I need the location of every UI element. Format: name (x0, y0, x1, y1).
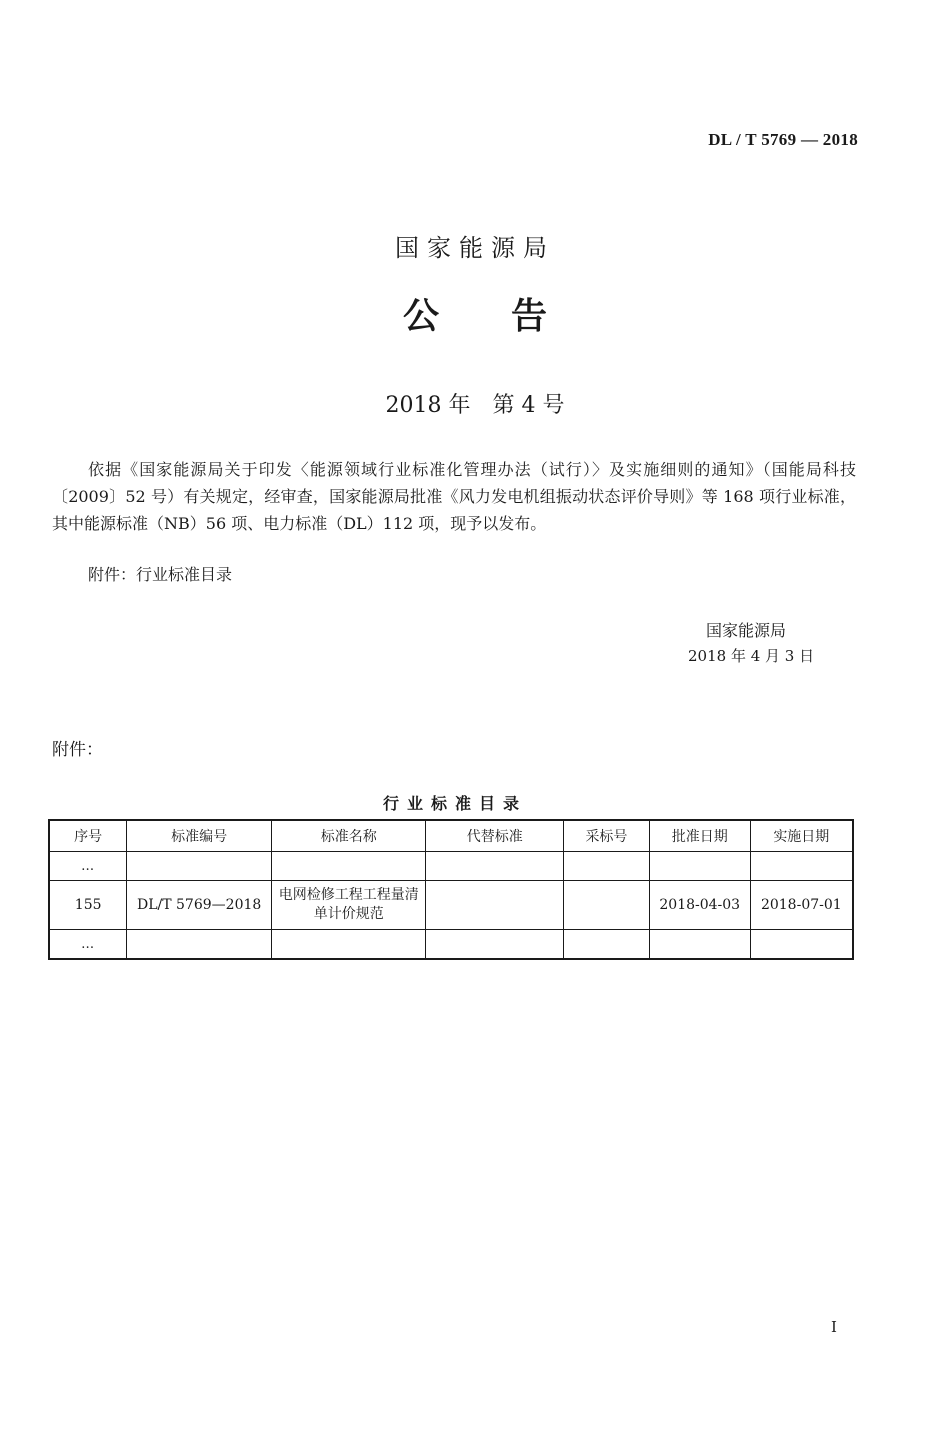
column-header: 标准编号 (127, 820, 272, 852)
table-cell (271, 930, 426, 960)
table-cell (750, 852, 853, 881)
table-cell (271, 852, 426, 881)
table-row (49, 881, 853, 930)
table-cell (649, 852, 750, 881)
table-cell (426, 930, 564, 960)
table-cell: … (49, 930, 127, 960)
notice-body: 依据《国家能源局关于印发〈能源领域行业标准化管理办法（试行）〉及实施细则的通知》（国能局科技〔2009〕52 号）有关规定，经审查，国家能源局批准《风力发电机组振动状态评价导则》等 168 项行业标准，其中能源标准（NB）56 项、电力标准（DL）112 项，现予以发布。 (52, 460, 856, 533)
table-cell: 2018-07-01 (750, 881, 853, 930)
table-cell (649, 930, 750, 960)
column-header: 批准日期 (649, 820, 750, 852)
issue-year: 2018 年 (385, 393, 471, 418)
attachment-note: 附件：行业标准目录 (88, 565, 233, 584)
table-cell: DL/T 5769—2018 (127, 881, 272, 930)
column-header: 代替标准 (426, 820, 564, 852)
issue-number: 第 4 号 (492, 393, 565, 418)
table-cell: 2018-04-03 (649, 881, 750, 930)
table-row (49, 852, 853, 881)
table-cell: 电网检修工程工程量清单计价规范 (271, 881, 426, 930)
signature-date: 2018 年 4 月 3 日 (688, 647, 815, 665)
column-header: 实施日期 (750, 820, 853, 852)
column-header: 标准名称 (271, 820, 426, 852)
table-cell (127, 930, 272, 960)
table-cell (564, 852, 650, 881)
column-header: 序号 (49, 820, 127, 852)
table-cell (750, 930, 853, 960)
signature-organization: 国家能源局 (706, 621, 787, 640)
issue-number-line (0, 388, 950, 419)
attachment-label: 附件： (52, 740, 103, 760)
table-cell: 155 (49, 881, 127, 930)
table-cell (426, 852, 564, 881)
document-code: DL / T 5769 — 2018 (708, 130, 858, 149)
table-cell (564, 930, 650, 960)
table-cell (426, 881, 564, 930)
agency-title: 国家能源局 (395, 234, 555, 262)
table-title: 行业标准目录 (382, 794, 527, 813)
standards-table (48, 819, 854, 960)
table-cell (127, 852, 272, 881)
column-header: 采标号 (564, 820, 650, 852)
table-cell: … (49, 852, 127, 881)
table-cell (564, 881, 650, 930)
table-row (49, 930, 853, 960)
page-number: I (831, 1318, 837, 1336)
notice-title: 公告 (402, 296, 619, 337)
table-header-row (49, 820, 853, 852)
